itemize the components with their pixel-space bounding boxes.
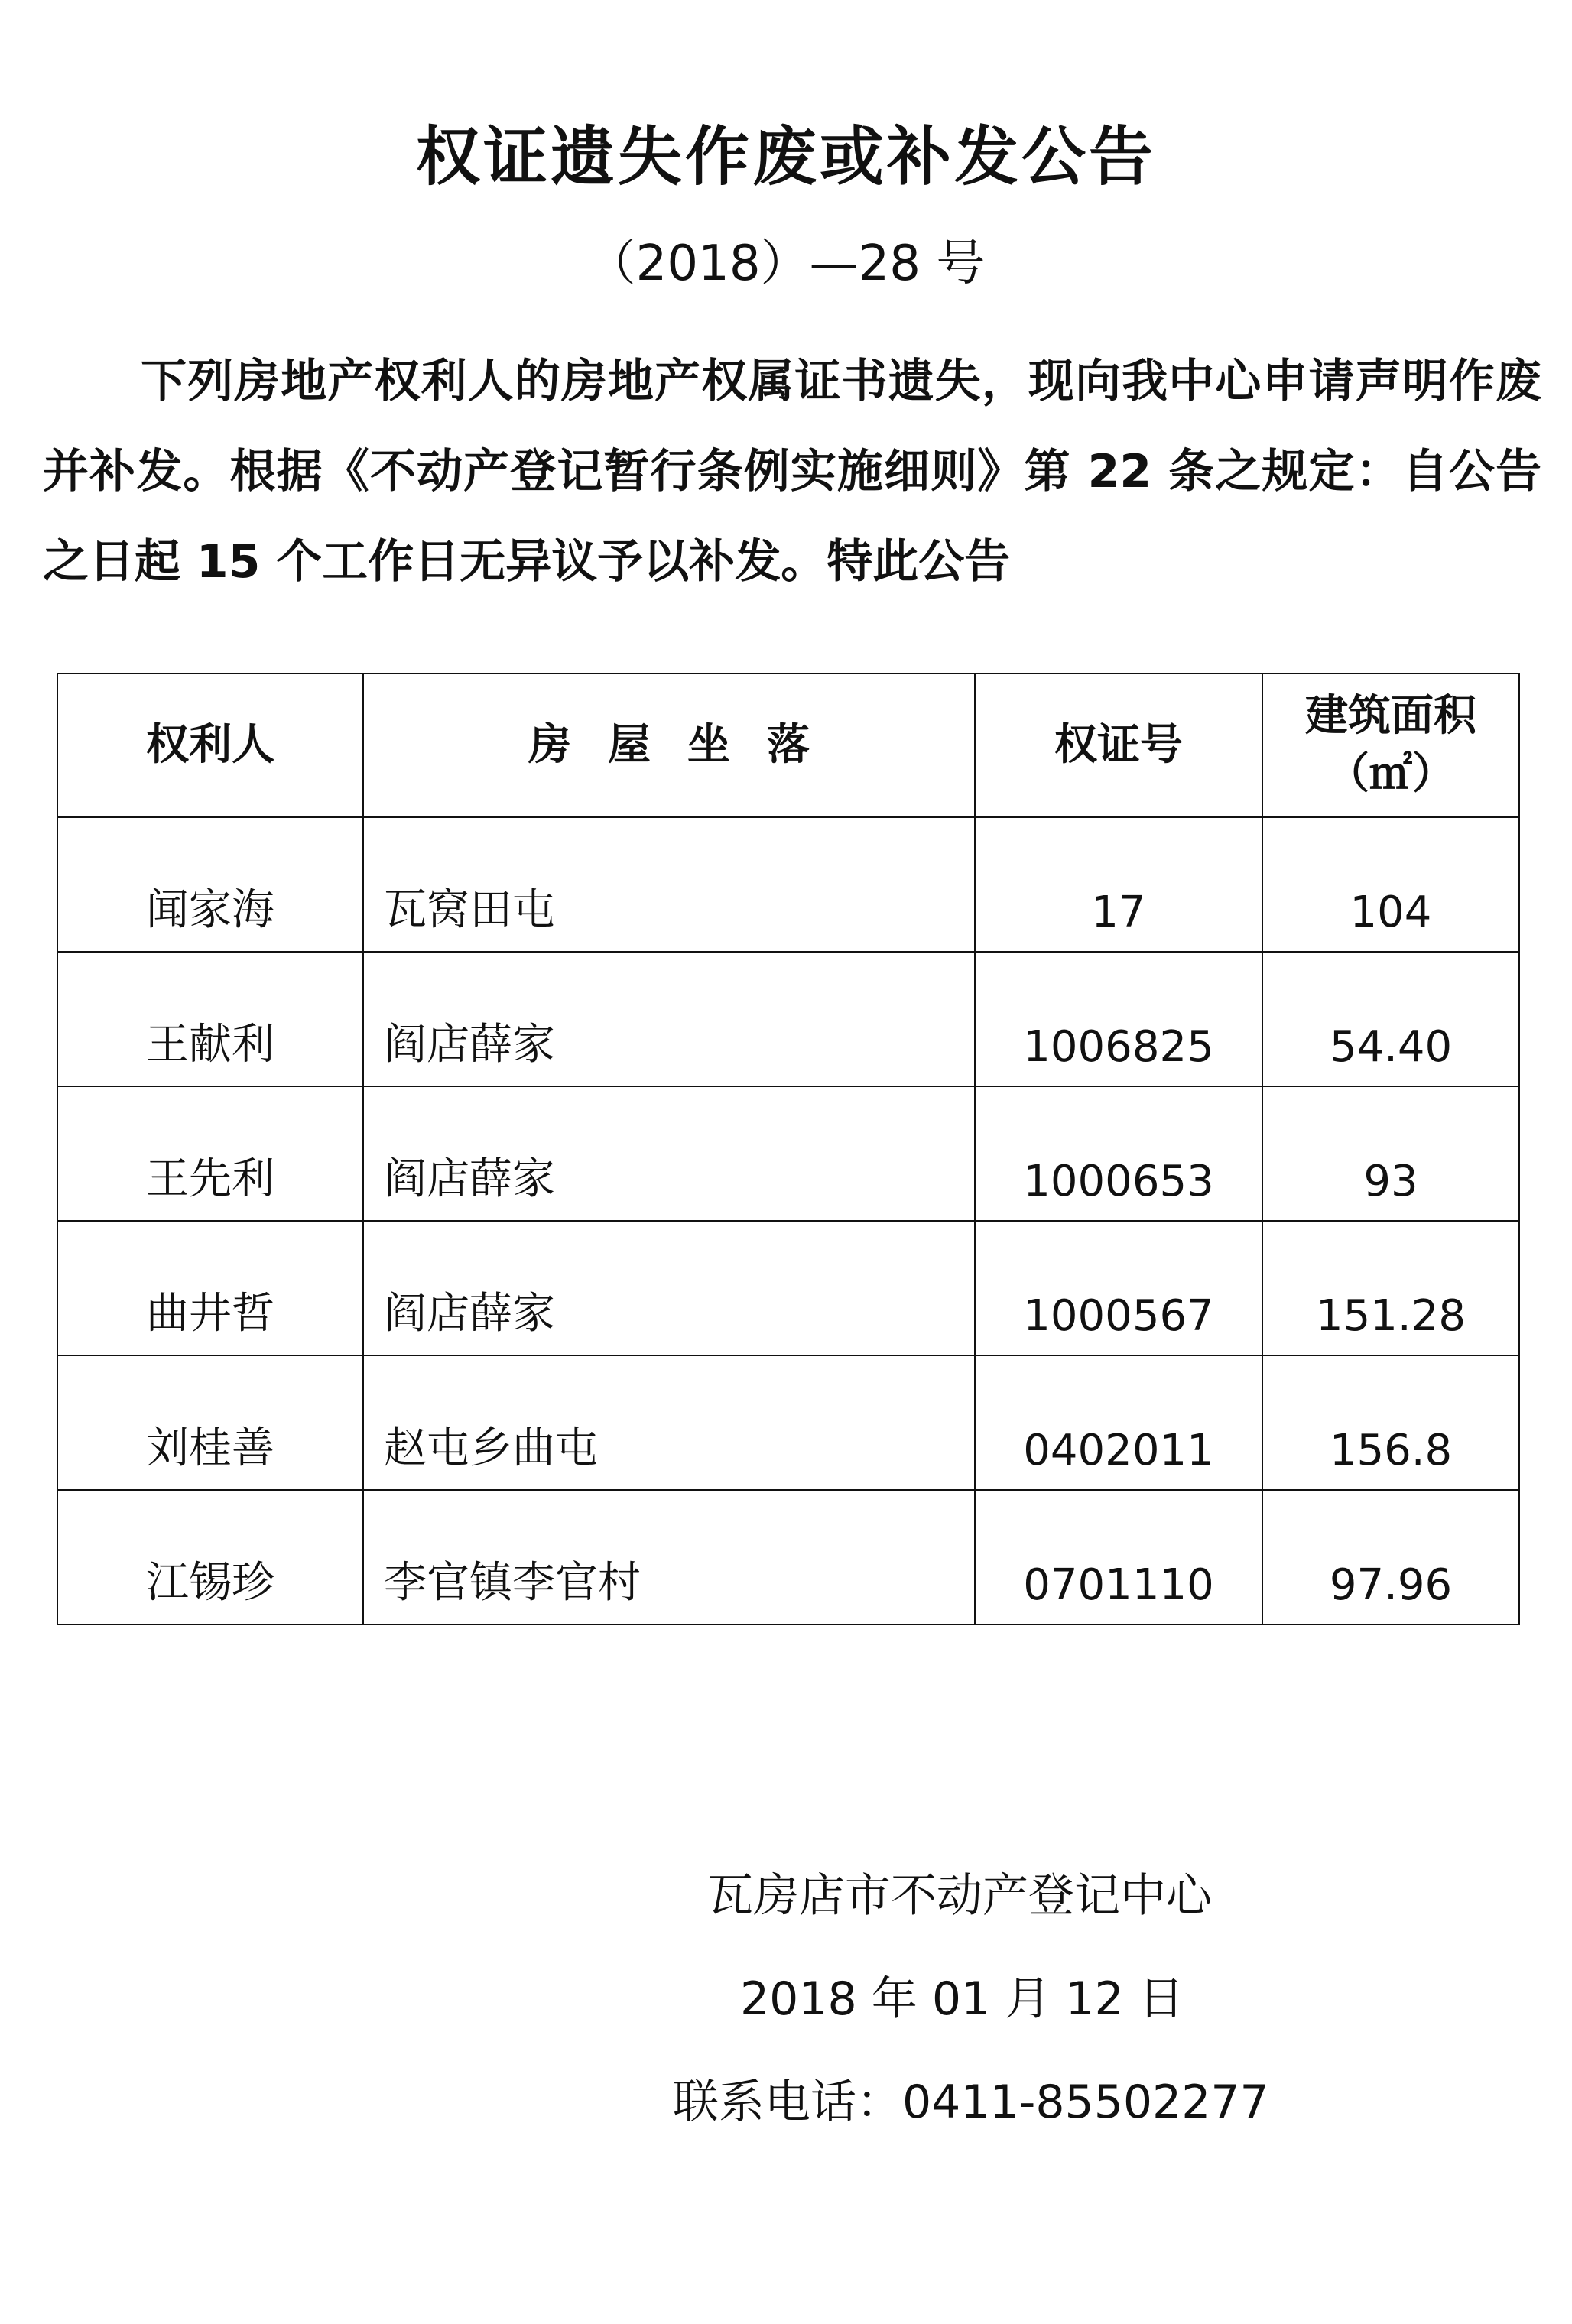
cell-area: 151.28 xyxy=(1262,1221,1519,1355)
cell-certificate: 1006825 xyxy=(975,952,1262,1086)
notice-intro-paragraph: 下列房地产权利人的房地产权属证书遗失，现向我中心申请声明作废并补发。根据《不动产登记暂行条例实施细则》第 22 条之规定：自公告之日起 15 个工作日无异议予以补发。特此公告 xyxy=(43,355,1541,589)
cell-area: 104 xyxy=(1262,817,1519,952)
cell-location: 李官镇李官村 xyxy=(363,1490,975,1625)
document-number: （2018）—28 号 xyxy=(586,235,986,292)
cell-location: 阎店薛家 xyxy=(363,952,975,1086)
cell-certificate: 1000567 xyxy=(975,1221,1262,1355)
cell-area: 93 xyxy=(1262,1086,1519,1221)
table-row xyxy=(57,817,1519,952)
cell-certificate: 0402011 xyxy=(975,1355,1262,1490)
cell-location: 阎店薛家 xyxy=(363,1086,975,1221)
header-area-label: 建筑面积 xyxy=(1305,691,1476,741)
cell-certificate: 1000653 xyxy=(975,1086,1262,1221)
header-area-unit: （㎡） xyxy=(1327,749,1455,799)
cell-holder: 刘桂善 xyxy=(57,1355,363,1490)
lost-certificate-table xyxy=(57,673,1520,1625)
issuing-organization: 瓦房店市不动产登记中心 xyxy=(707,1869,1212,1923)
cell-area: 97.96 xyxy=(1262,1490,1519,1625)
cell-location: 阎店薛家 xyxy=(363,1221,975,1355)
cell-location: 赵屯乡曲屯 xyxy=(363,1355,975,1490)
cell-certificate: 0701110 xyxy=(975,1490,1262,1625)
table-row xyxy=(57,1355,1519,1490)
table-row xyxy=(57,1086,1519,1221)
table-row xyxy=(57,1221,1519,1355)
header-area xyxy=(1262,674,1519,817)
cell-certificate: 17 xyxy=(975,817,1262,952)
cell-area: 156.8 xyxy=(1262,1355,1519,1490)
cell-holder: 王献利 xyxy=(57,952,363,1086)
cell-holder: 闻家海 xyxy=(57,817,363,952)
header-location: 房屋坐落 xyxy=(363,674,975,817)
header-holder: 权利人 xyxy=(57,674,363,817)
table-row xyxy=(57,1490,1519,1625)
issue-date: 2018 年 01 月 12 日 xyxy=(740,1972,1184,2026)
table-header-row xyxy=(57,674,1519,817)
header-certificate: 权证号 xyxy=(975,674,1262,817)
cell-holder: 王先利 xyxy=(57,1086,363,1221)
cell-area: 54.40 xyxy=(1262,952,1519,1086)
cell-location: 瓦窝田屯 xyxy=(363,817,975,952)
cell-holder: 江锡珍 xyxy=(57,1490,363,1625)
notice-title: 权证遗失作废或补发公告 xyxy=(415,119,1156,194)
contact-phone: 联系电话：0411-85502277 xyxy=(673,2076,1269,2129)
cell-holder: 曲井哲 xyxy=(57,1221,363,1355)
table-row xyxy=(57,952,1519,1086)
